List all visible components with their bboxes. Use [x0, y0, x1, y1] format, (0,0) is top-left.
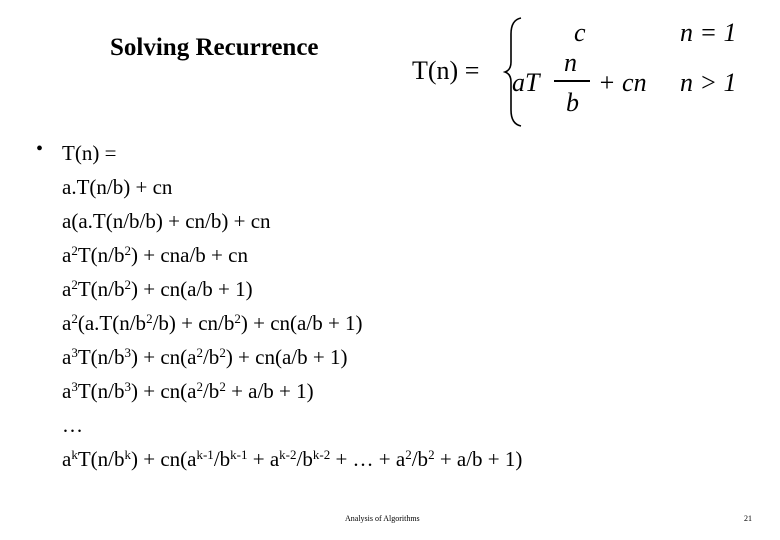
bullet-icon: • [36, 138, 44, 160]
derivation-line: $a^3T(n/b^3) + cn(a^2/b^2) + cn(a/b + 1)$ [62, 345, 348, 369]
derivation-line: $a^2T(n/b^2) + cn(a/b + 1)$ [62, 277, 253, 301]
page-number: 21 [744, 514, 752, 523]
derivation-line: $a^3T(n/b^3) + cn(a^2/b^2 + a/b + 1)$ [62, 379, 314, 403]
case2-suffix: + cn [598, 68, 647, 97]
derivation-line: a(a.T(n/b/b) + cn/b) + cn [62, 209, 271, 233]
case2-prefix: aT [512, 68, 540, 97]
case1-condition: n = 1 [680, 18, 737, 47]
derivation-line: $a^2T(n/b^2) + cna/b$ + cn [62, 243, 248, 267]
slide-footer: Analysis of Algorithms [345, 514, 420, 523]
formula-lhs: T(n) = [412, 56, 480, 85]
slide-title: Solving Recurrence [110, 34, 319, 61]
fraction-bar [554, 80, 590, 82]
derivation-list [62, 136, 522, 476]
case2-denominator: b [566, 88, 579, 117]
derivation-line: T(n) = [62, 141, 117, 165]
derivation-line-ellipsis: … [62, 413, 83, 437]
derivation-line: $a^kT(n/b^k) + cn(a^{k-1}/b^{k-1} + a^{k-2}/b^{k-2}$ + … + $a^2/b^2 + a/b + 1$) [62, 447, 523, 471]
case1-expression: c [574, 18, 586, 47]
derivation-line: $a^2(a.T(n/b^2/b) + cn/b^2) + cn(a/b + 1)$ [62, 311, 363, 335]
case2-condition: n > 1 [680, 68, 737, 97]
derivation-line: a.T(n/b) + cn [62, 175, 173, 199]
case2-numerator: n [564, 48, 577, 77]
